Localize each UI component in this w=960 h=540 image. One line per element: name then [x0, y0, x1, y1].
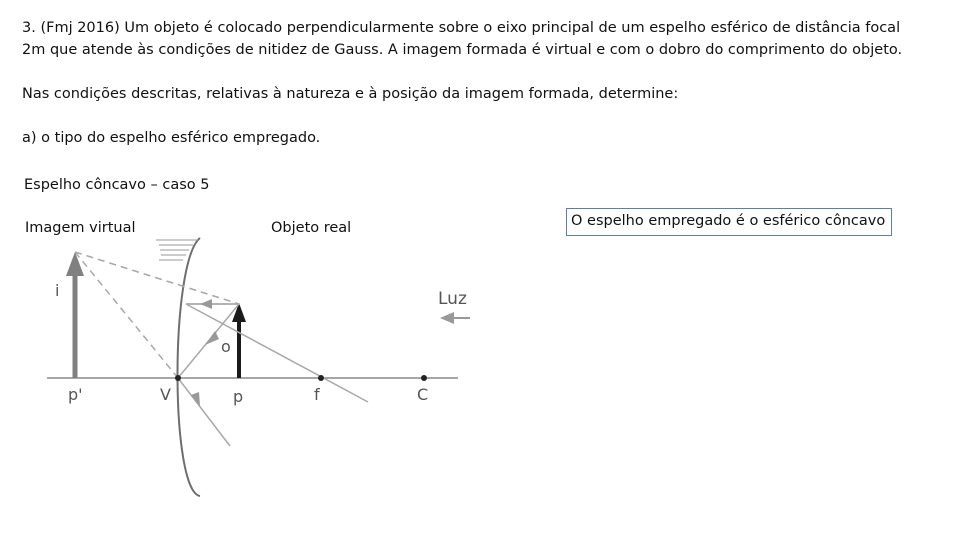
label-p: p — [233, 387, 244, 406]
label-luz: Luz — [438, 289, 467, 309]
reflected-ray-vertex — [178, 378, 230, 446]
label-i: i — [55, 281, 60, 300]
question-instruction: Nas condições descritas, relativas à natureza e à posição da imagem formada, determine: — [22, 86, 679, 102]
question-item-a: a) o tipo do espelho esférico empregado. — [22, 130, 321, 146]
answer-box: O espelho empregado é o esférico côncavo — [566, 208, 892, 236]
vertex-point — [175, 375, 181, 381]
question-text-line-2: 2m que atende às condições de nitidez de Gauss. A imagem formada é virtual e com o dobro do comprimento do objeto. — [22, 42, 903, 58]
center-point — [421, 375, 427, 381]
question-text-line-1: 3. (Fmj 2016) Um objeto é colocado perpendicularmente sobre o eixo principal de um espelho esférico de distância focal — [22, 20, 901, 36]
virtual-ray-1 — [75, 252, 239, 304]
virtual-ray-2 — [75, 252, 178, 378]
light-arrowhead — [440, 312, 454, 324]
ray-to-vertex-arrowhead — [205, 331, 219, 345]
image-arrowhead — [66, 252, 84, 276]
label-f: f — [314, 385, 320, 404]
label-o: o — [221, 337, 231, 356]
label-p-prime: p' — [68, 385, 83, 404]
label-C: C — [417, 385, 429, 404]
focus-point — [318, 375, 324, 381]
real-object-label: Objeto real — [271, 220, 352, 236]
object-arrowhead — [232, 303, 246, 322]
label-V: V — [160, 385, 171, 404]
concave-mirror — [178, 238, 201, 496]
case-label: Espelho côncavo – caso 5 — [24, 177, 210, 193]
parallel-ray-arrowhead — [200, 299, 212, 309]
reflected-ray-focus — [186, 304, 368, 402]
reflected-ray-arrowhead — [191, 392, 200, 406]
virtual-image-label: Imagem virtual — [25, 220, 136, 236]
